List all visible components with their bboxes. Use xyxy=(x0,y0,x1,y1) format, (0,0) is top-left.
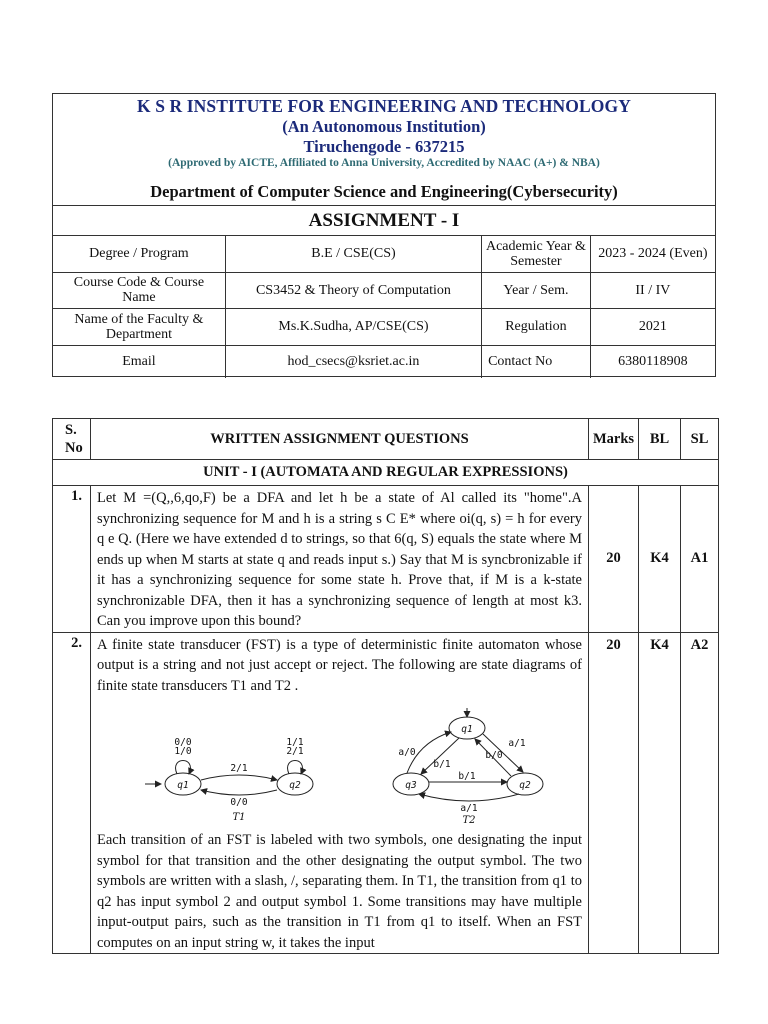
question-text: Let M =(Q,,6,qo,F) be a DFA and let h be a state of Al called its "home".A synchronizing sequence for M and h is a string s C E* where oi(q, s) = h for every q e Q. (Here we have extended d to strings, so that 6(q, S) equals the state where M ends up when M starts at state q and reads input s.) Say that M is syncbronizable if it has a synchronizing sequence for some state h. Prove that, if M is a k-state synchronizable DFA, then it has a synchronizing sequence of length at most k3. Can you improve upon this bound? xyxy=(91,486,589,633)
t2-label: b/1 xyxy=(458,771,476,782)
question-number: 2. xyxy=(53,632,91,954)
faculty-value: Ms.K.Sudha, AP/CSE(CS) xyxy=(225,308,481,345)
question-sl: A2 xyxy=(681,632,719,954)
t2-label: a/1 xyxy=(508,738,526,749)
t1-diagram xyxy=(145,761,313,796)
question-bl: K4 xyxy=(639,632,681,954)
t1-label: 0/0 xyxy=(174,737,192,748)
regulation-value: 2021 xyxy=(590,308,715,345)
year-sem-value: II / IV xyxy=(590,272,715,308)
t1-state-q1: q1 xyxy=(177,780,189,791)
institute-location: Tiruchengode - 637215 xyxy=(303,137,465,156)
institute-name: K S R INSTITUTE FOR ENGINEERING AND TECHNOLOGY xyxy=(137,96,631,116)
institution-block xyxy=(53,94,715,206)
assignment-title: ASSIGNMENT - I xyxy=(53,206,715,236)
year-sem-label: Year / Sem. xyxy=(482,272,591,308)
t1-state-q2: q2 xyxy=(289,780,301,791)
t2-label: b/1 xyxy=(433,759,451,770)
header-box xyxy=(52,93,716,377)
question-number: 1. xyxy=(53,486,91,633)
t1-caption: T1 xyxy=(232,812,246,823)
faculty-label: Name of the Faculty & Department xyxy=(53,308,225,345)
email-value[interactable]: hod_csecs@ksriet.ac.in xyxy=(225,345,481,378)
t1-label: 2/1 xyxy=(230,763,248,774)
email-label: Email xyxy=(53,345,225,378)
col-questions: WRITTEN ASSIGNMENT QUESTIONS xyxy=(91,419,589,460)
t1-label: 1/1 xyxy=(286,737,304,748)
contact-value: 6380118908 xyxy=(590,345,715,378)
t2-label: a/0 xyxy=(398,747,416,758)
course-info-table xyxy=(53,236,715,378)
question-marks: 20 xyxy=(589,486,639,633)
fst-state-diagrams xyxy=(97,704,583,826)
institute-status: (An Autonomous Institution) xyxy=(282,117,486,136)
t2-state-q1: q1 xyxy=(461,724,473,735)
t2-label: a/1 xyxy=(460,803,478,814)
t2-label: b/0 xyxy=(485,750,503,761)
regulation-label: Regulation xyxy=(482,308,591,345)
course-label: Course Code & Course Name xyxy=(53,272,225,308)
question-text-body: Each transition of an FST is labeled with two symbols, one designating the input symbol for that transition and the other designating the output symbol. The two symbols are written with a slash, /, separating them. In T1, the transition from q1 to q2 has input symbol 2 and output symbol 1. Some transitions may have multiple input-output pairs, such as the transition in T1 from q1 to itself. When an FST computes on an input string w, it takes the input xyxy=(97,832,582,951)
col-bl: BL xyxy=(639,419,681,460)
col-sl: SL xyxy=(681,419,719,460)
col-marks: Marks xyxy=(589,419,639,460)
t2-state-q3: q3 xyxy=(405,780,417,791)
question-text-intro: A finite state transducer (FST) is a type of deterministic finite automaton whose output is a string and not just accept or reject. The following are state diagrams of finite state transducers T1 and T2 . xyxy=(97,636,582,694)
table-row xyxy=(53,486,719,633)
question-sl: A1 xyxy=(681,486,719,633)
t1-label: 1/0 xyxy=(174,746,192,757)
question-marks: 20 xyxy=(589,632,639,954)
department-name: Department of Computer Science and Engineering(Cybersecurity) xyxy=(150,182,618,201)
t2-caption: T2 xyxy=(462,815,476,826)
question-body xyxy=(91,632,589,954)
approval-line: (Approved by AICTE, Affiliated to Anna University, Accredited by NAAC (A+) & NBA) xyxy=(168,157,600,169)
unit-row xyxy=(53,460,719,486)
unit-title: UNIT - I (AUTOMATA AND REGULAR EXPRESSIONS) xyxy=(53,460,719,486)
question-bl: K4 xyxy=(639,486,681,633)
degree-label: Degree / Program xyxy=(53,236,225,272)
degree-value: B.E / CSE(CS) xyxy=(225,236,481,272)
t1-label: 2/1 xyxy=(286,746,304,757)
questions-header-row xyxy=(53,419,719,460)
t2-state-q2: q2 xyxy=(519,780,531,791)
col-sno: S. No xyxy=(53,419,91,460)
table-row xyxy=(53,632,719,954)
academic-year-label: Academic Year & Semester xyxy=(482,236,591,272)
course-value: CS3452 & Theory of Computation xyxy=(225,272,481,308)
questions-table xyxy=(52,418,719,954)
t1-label: 0/0 xyxy=(230,797,248,808)
contact-label: Contact No xyxy=(482,345,591,378)
academic-year-value: 2023 - 2024 (Even) xyxy=(590,236,715,272)
